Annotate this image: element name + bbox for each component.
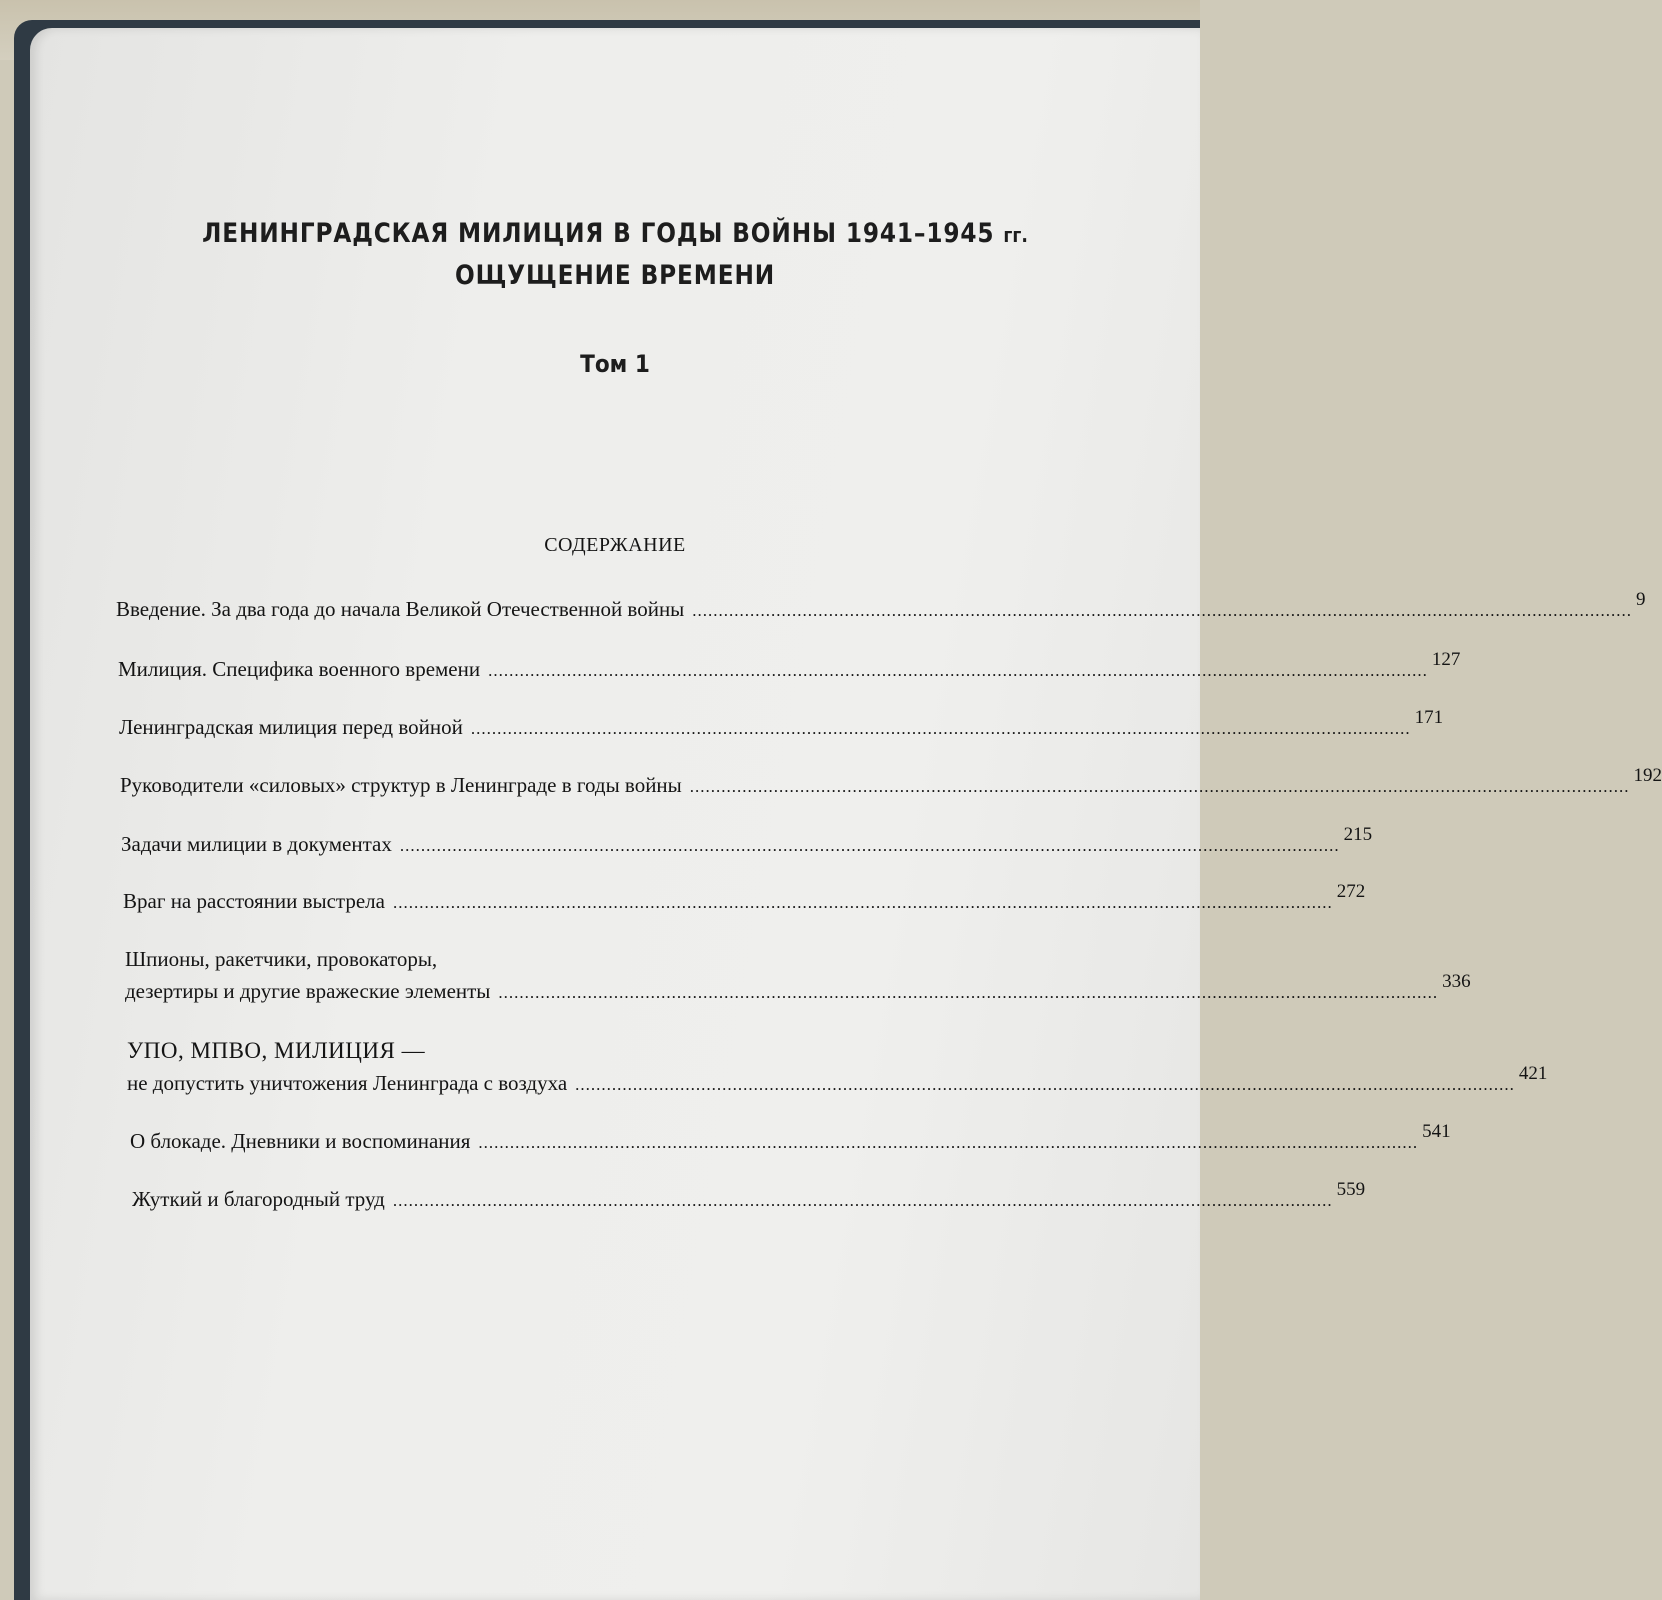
toc-entry-title: не допустить уничтожения Ленинграда с воздуха [127, 1071, 568, 1095]
toc-entry-title: Ленинградская милиция перед войной [119, 715, 463, 739]
toc-entry [132, 1179, 1366, 1212]
toc-entry [121, 824, 1373, 857]
book-title-line-1 [112, 218, 1118, 249]
toc-entry-title: Враг на расстоянии выстрела [123, 889, 385, 913]
toc-leader-dots: ................................................................................................................................................................................... [470, 719, 1411, 738]
toc-page-number: 541 [1422, 1121, 1451, 1142]
toc-entry [119, 707, 1444, 740]
toc-entry-title: Введение. За два года до начала Великой Отечественной войны [116, 597, 685, 621]
toc-entry-title-line-1: Шпионы, ракетчики, провокаторы, [125, 947, 438, 971]
book-subtitle: ОЩУЩЕНИЕ ВРЕМЕНИ [454, 260, 776, 291]
toc-entry-title: Милиция. Специфика военного времени [118, 657, 481, 681]
toc-page-number: 336 [1442, 971, 1471, 992]
toc-entry [116, 589, 1646, 622]
book-title-text: ЛЕНИНГРАДСКАЯ МИЛИЦИЯ В ГОДЫ ВОЙНЫ 1941–1945 [202, 218, 995, 249]
toc-leader-dots: ................................................................................................................................................................................... [393, 893, 1333, 912]
toc-entry-title: Жуткий и благородный труд [132, 1187, 385, 1211]
toc-leader-dots: ................................................................................................................................................................................... [392, 1191, 1333, 1210]
toc-entry-title-line-1: УПО, МПВО, МИЛИЦИЯ — [127, 1038, 426, 1063]
toc-leader-dots: ................................................................................................................................................................................... [488, 661, 1428, 680]
toc-entry-title: О блокаде. Дневники и воспоминания [130, 1129, 471, 1153]
toc-page-number: 9 [1636, 589, 1646, 610]
toc-page-number: 192 [1633, 765, 1662, 786]
toc-leader-dots: ................................................................................................................................................................................... [692, 601, 1633, 620]
toc-page-number: 272 [1336, 881, 1366, 902]
toc-entry [120, 765, 1662, 798]
volume-label: Том 1 [580, 350, 650, 378]
toc-entry-title: дезертиры и другие вражеские элементы [125, 979, 491, 1003]
toc-leader-dots: ................................................................................................................................................................................... [689, 777, 1630, 796]
toc-page-number: 421 [1518, 1063, 1548, 1084]
toc-entry [118, 649, 1461, 682]
toc-entry-title: Задачи милиции в документах [121, 832, 392, 856]
toc-leader-dots: ................................................................................................................................................................................... [575, 1075, 1515, 1094]
toc-page-number: 559 [1336, 1179, 1366, 1200]
toc-entry [125, 946, 1471, 1004]
toc-entry-title: Руководители «силовых» структур в Ленинграде в годы войны [120, 773, 682, 797]
book-title-years-suffix: гг. [1003, 223, 1028, 247]
toc-leader-dots: ................................................................................................................................................................................... [498, 983, 1439, 1002]
toc-entry [130, 1121, 1451, 1154]
toc-page-number: 127 [1431, 649, 1461, 670]
toc-page-number: 171 [1414, 707, 1444, 728]
toc-entry [123, 881, 1366, 914]
toc-entry [127, 1038, 1548, 1096]
toc-page-number: 215 [1343, 824, 1373, 845]
toc-leader-dots: ................................................................................................................................................................................... [399, 836, 1340, 855]
book-page [30, 28, 1662, 1600]
toc-leader-dots: ................................................................................................................................................................................... [478, 1133, 1419, 1152]
contents-heading: СОДЕРЖАНИЕ [544, 534, 686, 556]
